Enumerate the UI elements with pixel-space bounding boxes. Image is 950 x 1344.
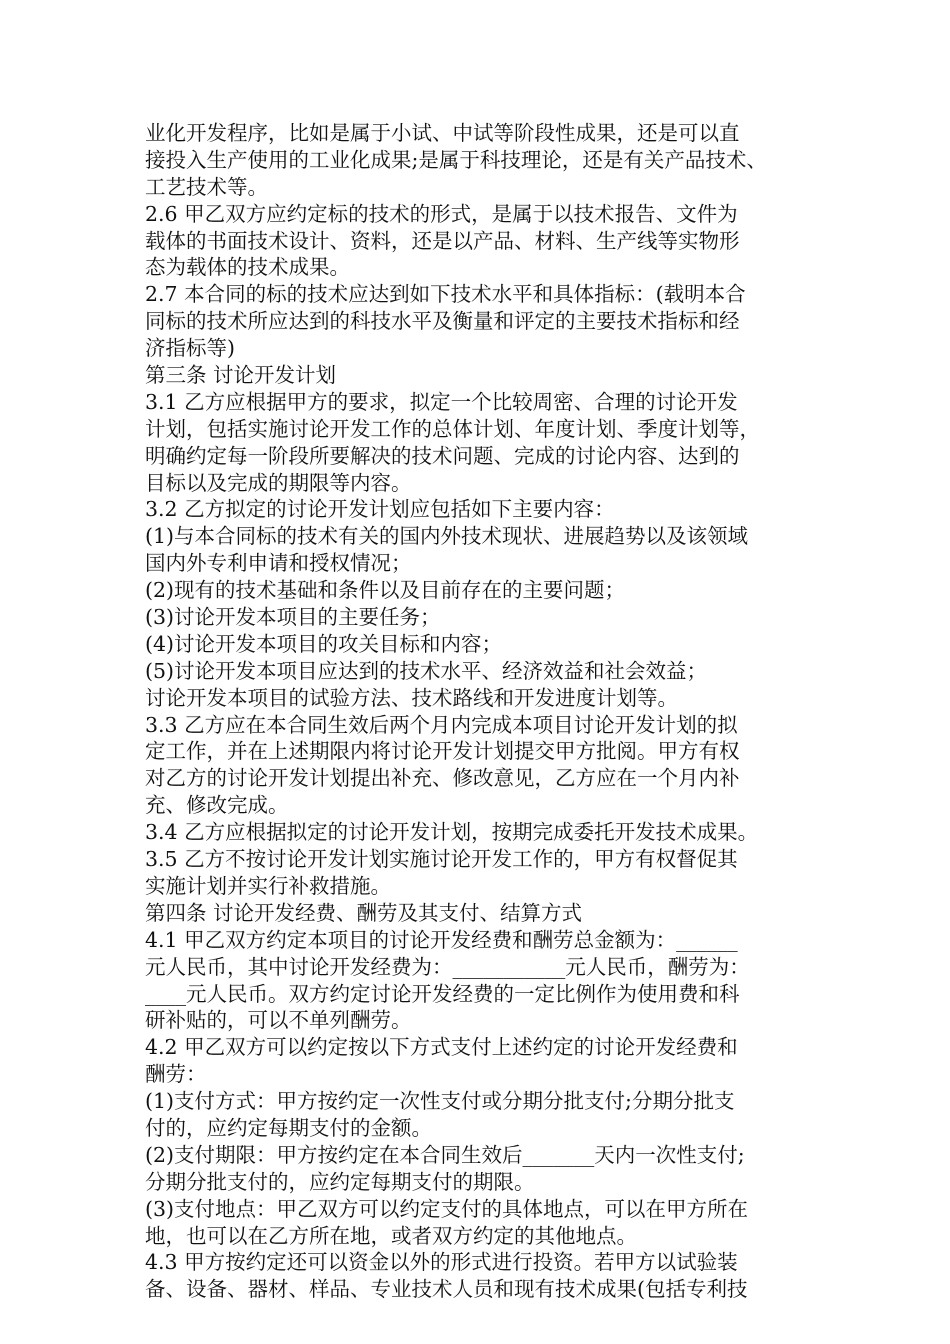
list-item: (1)支付方式：甲方按约定一次性支付或分期分批支付;分期分批支 bbox=[145, 1089, 735, 1114]
text-line: 元人民币，其中讨论开发经费为：___________元人民币，酬劳为： bbox=[145, 954, 750, 979]
list-item: (2)支付期限：甲方按约定在本合同生效后_______天内一次性支付; bbox=[145, 1142, 745, 1167]
text-line: 同标的技术所应达到的科技水平及衡量和评定的主要技术指标和经 bbox=[145, 309, 740, 334]
text-line: 讨论开发本项目的试验方法、技术路线和开发进度计划等。 bbox=[145, 685, 678, 710]
text-line: 3.4 乙方应根据拟定的讨论开发计划，按期完成委托开发技术成果。 bbox=[145, 820, 759, 845]
list-item: (5)讨论开发本项目应达到的技术水平、经济效益和社会效益； bbox=[145, 658, 708, 683]
text-line: 态为载体的技术成果。 bbox=[145, 255, 350, 280]
text-line: 载体的书面技术设计、资料，还是以产品、材料、生产线等实物形 bbox=[145, 228, 740, 253]
list-item: (1)与本合同标的技术有关的国内外技术现状、进展趋势以及该领域 bbox=[145, 524, 749, 549]
list-item: (2)现有的技术基础和条件以及目前存在的主要问题； bbox=[145, 578, 626, 603]
section-heading: 第四条 讨论开发经费、酬劳及其支付、结算方式 bbox=[145, 900, 583, 925]
text-line: ____元人民币。双方约定讨论开发经费的一定比例作为使用费和科 bbox=[145, 981, 740, 1006]
text-line: 充、修改完成。 bbox=[145, 793, 289, 818]
text-line: 对乙方的讨论开发计划提出补充、修改意见，乙方应在一个月内补 bbox=[145, 766, 740, 791]
text-line: 计划，包括实施讨论开发工作的总体计划、年度计划、季度计划等， bbox=[145, 416, 760, 441]
text-line: 目标以及完成的期限等内容。 bbox=[145, 470, 412, 495]
document-page bbox=[145, 120, 815, 1303]
list-item: (4)讨论开发本项目的攻关目标和内容； bbox=[145, 631, 503, 656]
text-line: 4.3 甲方按约定还可以资金以外的形式进行投资。若甲方以试验装 bbox=[145, 1250, 738, 1275]
list-item: (3)讨论开发本项目的主要任务； bbox=[145, 605, 441, 630]
text-line: 付的，应约定每期支付的金额。 bbox=[145, 1115, 432, 1140]
text-line: 业化开发程序，比如是属于小试、中试等阶段性成果，还是可以直 bbox=[145, 121, 740, 145]
text-line: 工艺技术等。 bbox=[145, 174, 268, 199]
text-line: 3.2 乙方拟定的讨论开发计划应包括如下主要内容： bbox=[145, 497, 615, 522]
text-line: 济指标等) bbox=[145, 336, 235, 361]
text-line: 3.5 乙方不按讨论开发计划实施讨论开发工作的，甲方有权督促其 bbox=[145, 847, 738, 872]
text-line: 定工作，并在上述期限内将讨论开发计划提交甲方批阅。甲方有权 bbox=[145, 739, 740, 764]
section-heading: 第三条 讨论开发计划 bbox=[145, 363, 337, 388]
text-line: 3.1 乙方应根据甲方的要求，拟定一个比较周密、合理的讨论开发 bbox=[145, 389, 738, 414]
text-line: 实施计划并实行补救措施。 bbox=[145, 873, 391, 898]
text-line: 4.2 甲乙双方可以约定按以下方式支付上述约定的讨论开发经费和 bbox=[145, 1035, 738, 1060]
text-line: 地，也可以在乙方所在地，或者双方约定的其他地点。 bbox=[145, 1223, 637, 1248]
text-line: 2.6 甲乙双方应约定标的技术的形式，是属于以技术报告、文件为 bbox=[145, 201, 738, 226]
text-line: 3.3 乙方应在本合同生效后两个月内完成本项目讨论开发计划的拟 bbox=[145, 712, 738, 737]
text-line: 2.7 本合同的标的技术应达到如下技术水平和具体指标：(载明本合 bbox=[145, 282, 746, 307]
text-line: 研补贴的，可以不单列酬劳。 bbox=[145, 1008, 412, 1033]
list-item: (3)支付地点：甲乙双方可以约定支付的具体地点，可以在甲方所在 bbox=[145, 1196, 749, 1221]
text-line: 接投入生产使用的工业化成果;是属于科技理论，还是有关产品技术、 bbox=[145, 147, 767, 172]
text-line: 备、设备、器材、样品、专业技术人员和现有技术成果(包括专利技 bbox=[145, 1277, 748, 1302]
text-line: 明确约定每一阶段所要解决的技术问题、完成的讨论内容、达到的 bbox=[145, 443, 740, 468]
text-line: 分期分批支付的，应约定每期支付的期限。 bbox=[145, 1169, 535, 1194]
text-line: 酬劳： bbox=[145, 1062, 207, 1087]
text-line: 国内外专利申请和授权情况； bbox=[145, 551, 412, 576]
text-line: 4.1 甲乙双方约定本项目的讨论开发经费和酬劳总金额为：______ bbox=[145, 927, 738, 952]
